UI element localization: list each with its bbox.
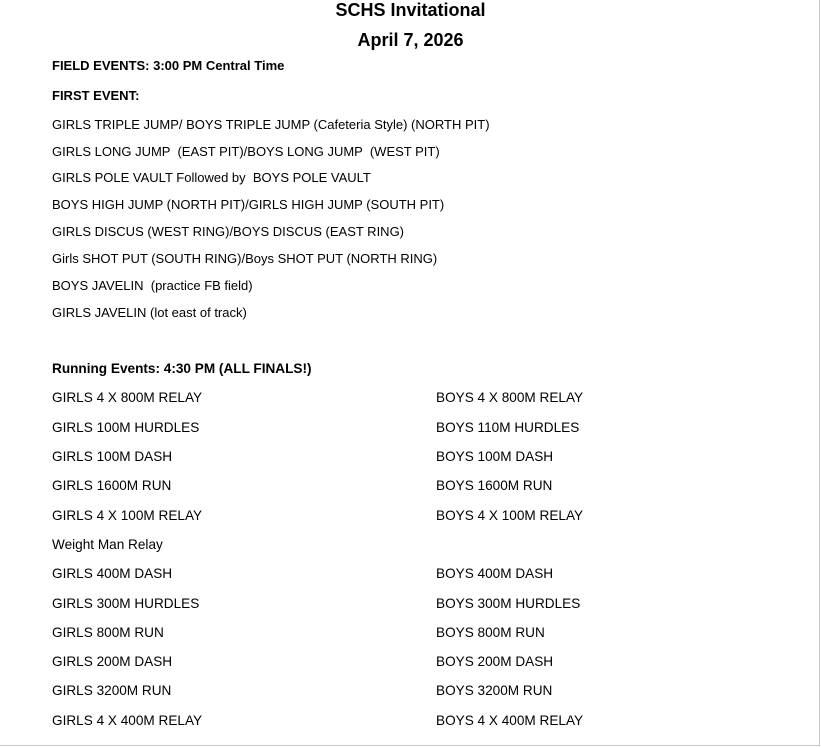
- field-events-heading: FIELD EVENTS: 3:00 PM Central Time: [52, 58, 285, 73]
- girls-running-event: GIRLS 200M DASH: [52, 654, 173, 669]
- girls-running-event: GIRLS 1600M RUN: [52, 478, 172, 493]
- boys-running-event: BOYS 4 X 800M RELAY: [436, 390, 584, 405]
- boys-running-event: BOYS 100M DASH: [436, 449, 554, 464]
- girls-running-event: GIRLS 400M DASH: [52, 566, 173, 581]
- field-event-item: Girls SHOT PUT (SOUTH RING)/Boys SHOT PUT (NORTH RING): [52, 251, 438, 266]
- first-event-label: FIRST EVENT:: [52, 88, 140, 103]
- girls-running-event: GIRLS 300M HURDLES: [52, 596, 200, 611]
- event-date: April 7, 2026: [357, 30, 464, 50]
- field-event-item: GIRLS TRIPLE JUMP/ BOYS TRIPLE JUMP (Cafeteria Style) (NORTH PIT): [52, 117, 490, 132]
- girls-running-event: GIRLS 800M RUN: [52, 625, 164, 640]
- weight-man-relay: Weight Man Relay: [52, 537, 163, 552]
- boys-running-event: BOYS 1600M RUN: [436, 478, 553, 493]
- boys-running-event: BOYS 4 X 100M RELAY: [436, 508, 584, 523]
- boys-running-event: BOYS 200M DASH: [436, 654, 554, 669]
- field-event-item: BOYS JAVELIN (practice FB field): [52, 278, 253, 293]
- running-events-heading: Running Events: 4:30 PM (ALL FINALS!): [52, 361, 312, 376]
- girls-running-event: GIRLS 100M DASH: [52, 449, 173, 464]
- girls-running-event: GIRLS 4 X 800M RELAY: [52, 390, 203, 405]
- boys-running-event: BOYS 800M RUN: [436, 625, 545, 640]
- boys-running-event: BOYS 3200M RUN: [436, 683, 553, 698]
- field-event-item: GIRLS DISCUS (WEST RING)/BOYS DISCUS (EAST RING): [52, 224, 405, 239]
- boys-running-event: BOYS 4 X 400M RELAY: [436, 713, 584, 728]
- boys-running-event: BOYS 110M HURDLES: [436, 420, 580, 435]
- girls-running-event: GIRLS 3200M RUN: [52, 683, 172, 698]
- field-event-item: GIRLS JAVELIN (lot east of track): [52, 305, 247, 320]
- document-title: SCHS Invitational: [335, 0, 486, 20]
- field-event-item: GIRLS LONG JUMP (EAST PIT)/BOYS LONG JUMP (WEST PIT): [52, 144, 440, 159]
- boys-running-event: BOYS 300M HURDLES: [436, 596, 581, 611]
- field-event-item: GIRLS POLE VAULT Followed by BOYS POLE VAULT: [52, 170, 371, 185]
- girls-running-event: GIRLS 4 X 100M RELAY: [52, 508, 203, 523]
- girls-running-event: GIRLS 100M HURDLES: [52, 420, 200, 435]
- field-event-item: BOYS HIGH JUMP (NORTH PIT)/GIRLS HIGH JUMP (SOUTH PIT): [52, 197, 445, 212]
- boys-running-event: BOYS 400M DASH: [436, 566, 554, 581]
- girls-running-event: GIRLS 4 X 400M RELAY: [52, 713, 203, 728]
